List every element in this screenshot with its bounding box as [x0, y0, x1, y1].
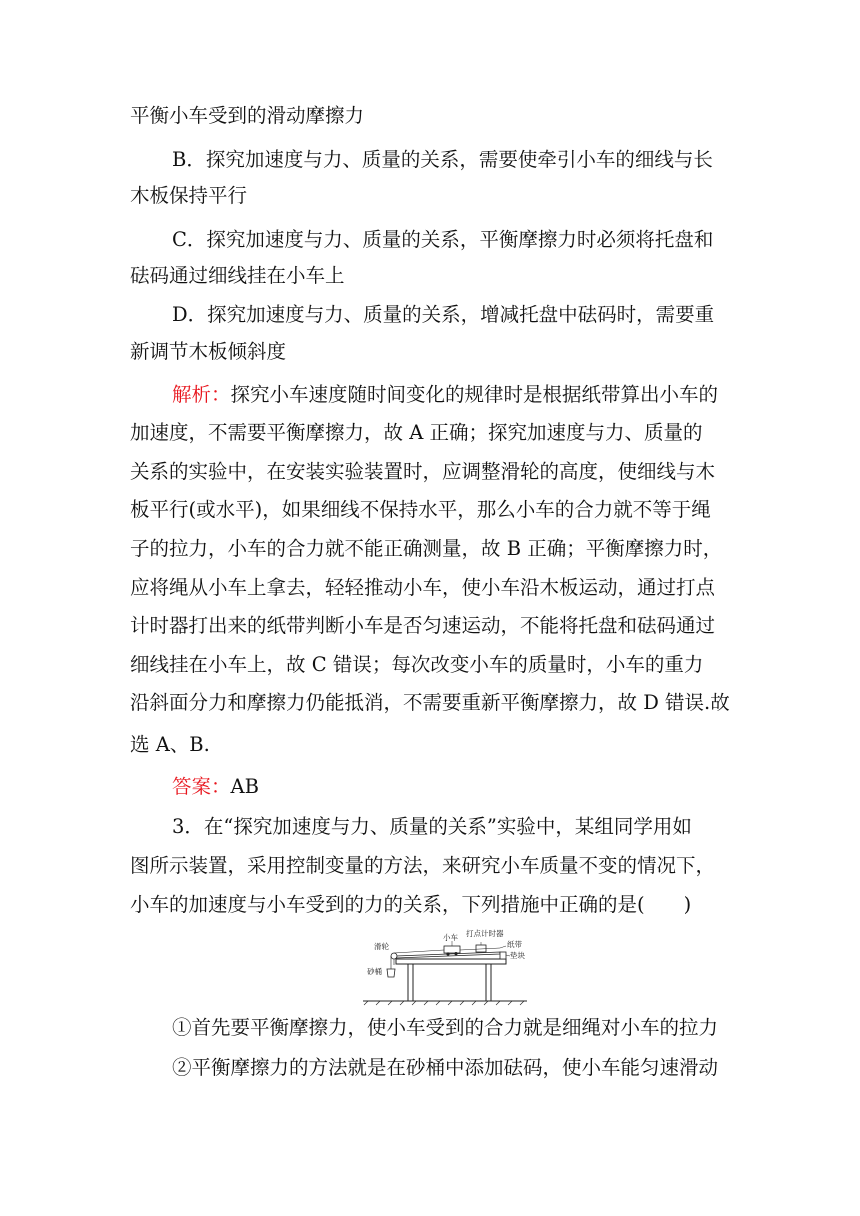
cart-wheel-rear	[454, 952, 457, 955]
answer-value: AB	[230, 775, 259, 798]
intro-tail: 平衡小车受到的滑动摩擦力	[130, 104, 365, 127]
analysis-line-6: 应将绳从小车上拿去，轻轻推动小车，使小车沿木板运动，通过打点	[130, 576, 716, 599]
string-horizontal	[394, 950, 444, 953]
analysis-line-3: 关系的实验中，在安装实验装置时，应调整滑轮的高度，使细线与木	[130, 460, 716, 483]
analysis-line-7: 计时器打出来的纸带判断小车是否匀速运动，不能将托盘和砝码通过	[130, 614, 716, 637]
statement-2: ②平衡摩擦力的方法就是在砂桶中添加砝码，使小车能匀速滑动	[172, 1056, 719, 1079]
analysis-line-1	[172, 383, 718, 407]
answer-label: 答案：	[172, 775, 231, 798]
cart-wheel-front	[446, 952, 449, 955]
tape-label-leader	[500, 946, 506, 948]
timer-label: 打点计时器	[466, 929, 504, 938]
option-b-line-2: 木板保持平行	[130, 184, 248, 207]
floor-hatch	[364, 1001, 524, 1005]
option-d-line-2: 新调节木板倾斜度	[130, 340, 287, 363]
option-c-line-1: C．探究加速度与力、质量的关系，平衡摩擦力时必须将托盘和	[172, 228, 714, 251]
question-3-line-2: 图所示装置，采用控制变量的方法，来研究小车质量不变的情况下，	[130, 854, 716, 877]
cart-label: 小车	[443, 933, 458, 942]
block-label: 垫块	[510, 951, 525, 960]
pulley-label: 滑轮	[374, 942, 389, 951]
analysis-text-1: 探究小车速度随时间变化的规律时是根据纸带算出小车的	[230, 383, 719, 406]
analysis-label: 解析：	[172, 383, 231, 406]
timer-box	[476, 945, 486, 952]
pulley-wheel	[391, 953, 397, 959]
question-3-line-3: 小车的加速度与小车受到的力的关系，下列措施中正确的是( )	[130, 893, 692, 916]
statement-1: ①首先要平衡摩擦力，使小车受到的合力就是细绳对小车的拉力	[172, 1016, 719, 1039]
bucket-label: 砂桶	[367, 967, 382, 976]
tape-label: 纸带	[507, 940, 522, 949]
analysis-line-5: 子的拉力，小车的合力就不能正确测量，故 B 正确；平衡摩擦力时，	[130, 537, 723, 560]
analysis-line-9: 沿斜面分力和摩擦力仍能抵消，不需要重新平衡摩擦力，故 D 错误.故	[130, 691, 730, 714]
question-3-line-1: 3．在“探究加速度与力、质量的关系”实验中，某组同学用如	[172, 815, 692, 838]
option-c-line-2: 砝码通过细线挂在小车上	[130, 264, 345, 287]
apparatus-figure	[360, 928, 530, 1006]
analysis-line-8: 细线挂在小车上，故 C 错误；每次改变小车的质量时，小车的重力	[130, 653, 704, 676]
table-top	[396, 959, 506, 964]
option-b-line-1: B．探究加速度与力、质量的关系，需要使牵引小车的细线与长	[172, 148, 713, 171]
analysis-line-10: 选 A、B.	[130, 733, 210, 756]
apparatus-diagram	[360, 928, 530, 1006]
table-leg-right	[486, 964, 491, 1001]
answer-line	[172, 775, 259, 799]
sand-bucket	[387, 969, 395, 977]
analysis-line-4: 板平行(或水平)，如果细线不保持水平，那么小车的合力就不等于绳	[130, 498, 711, 521]
option-d-line-1: D．探究加速度与力、质量的关系，增减托盘中砝码时，需要重	[172, 303, 715, 326]
block-shape	[500, 952, 506, 959]
table-leg-left	[408, 964, 413, 1001]
cart-body	[444, 946, 460, 953]
analysis-line-2: 加速度，不需要平衡摩擦力，故 A 正确；探究加速度与力、质量的	[130, 421, 703, 444]
